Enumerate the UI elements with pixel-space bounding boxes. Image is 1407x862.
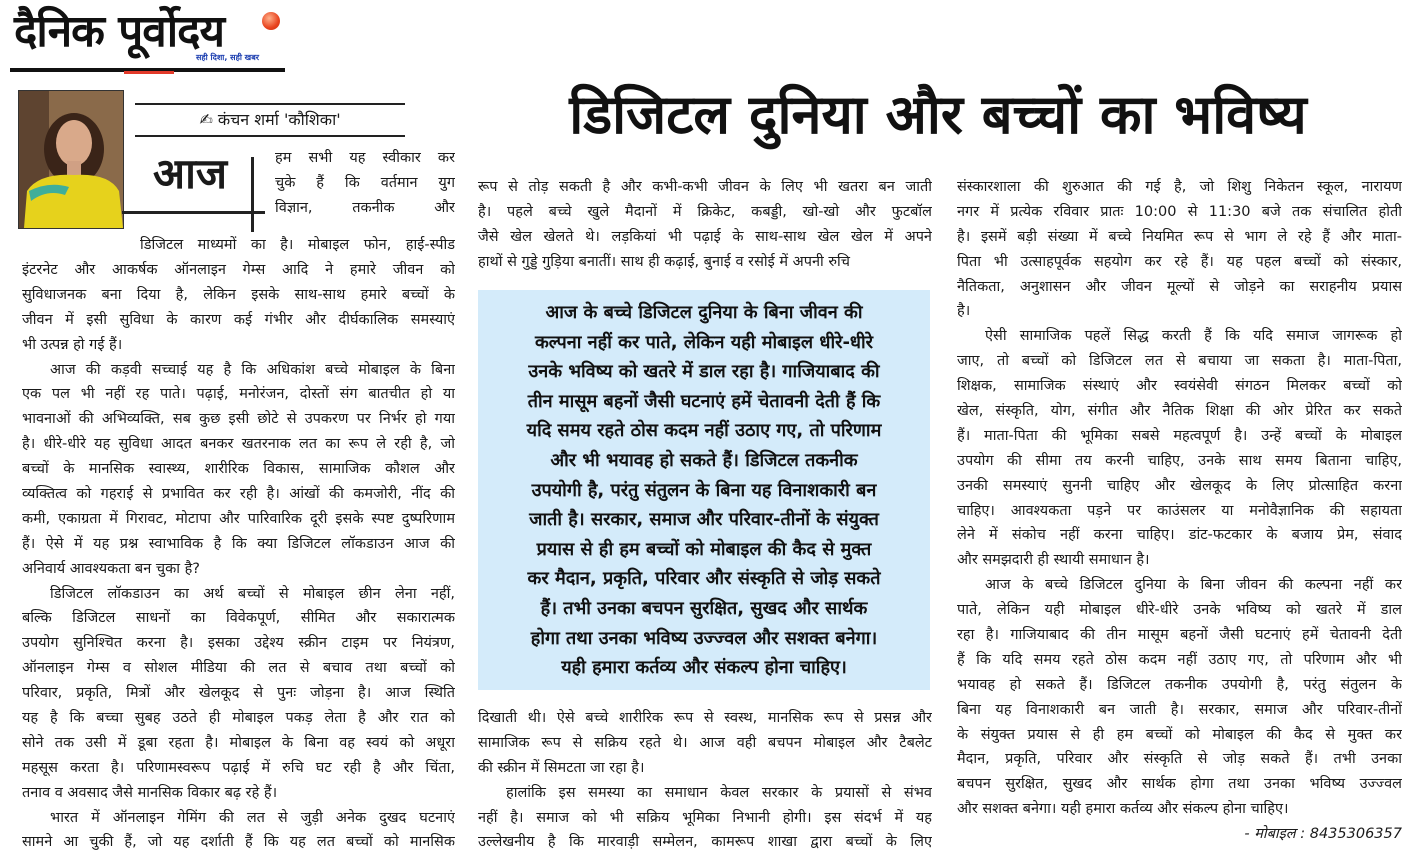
- byline: [135, 108, 405, 130]
- text-line: जाए, तो बच्चों को डिजिटल लत से बचाया जा सकता है। माता-पिता,: [957, 353, 1402, 370]
- text-line: आज के बच्चे डिजिटल दुनिया के बिना जीवन की कल्पना नहीं कर: [985, 577, 1402, 594]
- headline: डिजिटल दुनिया और बच्चों का भविष्य: [569, 83, 1307, 146]
- author-photo: [18, 90, 124, 229]
- pull-quote-line: जाती है। सरकार, समाज और परिवार-तीनों के संयुक्त: [529, 509, 879, 531]
- text-line: की स्क्रीन में सिमटता जा रहा है।: [478, 759, 645, 776]
- paragraph: [22, 582, 455, 806]
- text-line: भयावह हो सकते हैं। डिजिटल तकनीक उपयोगी है, परंतु संतुलन के: [957, 676, 1402, 693]
- pull-quote-line: कर मैदान, प्रकृति, परिवार और संस्कृति से जोड़ सकते: [527, 568, 881, 590]
- pull-quote-line: प्रयास से ही हम बच्चों को मोबाइल की कैद से मुक्त: [536, 538, 872, 560]
- pull-quote-line: तीन मासूम बहनों जैसी घटनाएं हमें चेतावनी देती हैं कि: [527, 390, 881, 412]
- text-line: तनाव व अवसाद जैसे मानसिक विकार बढ़ रहे हैं।: [22, 784, 278, 801]
- text-line: बच्चों के मानसिक स्वास्थ्य, शारीरिक विकास, सामाजिक कौशल और: [22, 461, 455, 478]
- text-line: है।: [957, 303, 971, 320]
- article-column-2-bottom: [478, 706, 932, 855]
- text-line: रूप से तोड़ सकती है और कभी-कभी जीवन के लिए भी खतरा बन जाती: [478, 179, 932, 195]
- text-line: खेल, संस्कृति, योग, संगीत और नैतिक शिक्षा की ओर प्रेरित कर सकते: [957, 403, 1402, 420]
- text-line: इंटरनेट और आकर्षक ऑनलाइन गेम्स आदि ने हमारे जीवन को: [22, 262, 455, 278]
- pull-quote-line: कल्पना नहीं कर पाते, लेकिन यही मोबाइल धीरे-धीरे: [534, 331, 874, 353]
- text-line: हम सभी यह स्वीकार कर: [275, 150, 455, 166]
- text-line: महसूस करता है। परिणामस्वरूप पढ़ाई में रुचि घट रही है और चिंता,: [22, 759, 455, 776]
- text-line: चुके हैं कि वर्तमान युग: [275, 174, 455, 191]
- text-line: अनिवार्य आवश्यकता बन चुका है?: [22, 560, 200, 577]
- paragraph: [22, 806, 455, 856]
- text-line: डिजिटल लॉकडाउन का अर्थ बच्चों से मोबाइल छीन लेना नहीं,: [50, 585, 455, 602]
- intro-text: [275, 146, 455, 221]
- article-column-2-top: [478, 175, 932, 275]
- text-line: ऑनलाइन गेम्स व सोशल मीडिया की लत से बचाव तथा बच्चों को: [22, 660, 455, 677]
- article-column-3: [957, 175, 1402, 847]
- pull-quote-line: उनके भविष्य को खतरे में डाल रहा है। गाजियाबाद की: [528, 361, 880, 383]
- logo-dot-icon: [262, 12, 280, 30]
- column-label: आज: [152, 149, 228, 198]
- text-line: कमी, एकाग्रता में गिरावट, मोटापा और पारिवारिक दूरी इसके स्पष्ट दुष्परिणाम: [22, 510, 455, 527]
- text-line: नैतिकता, अनुशासन और जीवन मूल्यों से जोड़ने का सराहनीय प्रयास: [957, 278, 1402, 295]
- text-line: जैसे खेल खेलते थे। लड़कियां भी पढ़ाई के साथ-साथ खेल खेल में अपने: [478, 228, 932, 245]
- text-line: हैं। ऐसे में यह प्रश्न स्वाभाविक है कि क्या डिजिटल लॉकडाउन आज की: [22, 535, 455, 552]
- text-line: उनकी समस्याएं सुननी चाहिए और खेलकूद के लिए प्रोत्साहित करना: [957, 477, 1402, 494]
- text-line: यह है कि बच्चा सुबह उठते ही मोबाइल पकड़ लेता है और रात को: [22, 710, 455, 727]
- pull-quote-line: उपयोगी है, परंतु संतुलन के बिना यह विनाशकारी बन: [531, 479, 877, 501]
- text-line: भारत में ऑनलाइन गेमिंग की लत से जुड़ी अनेक दुखद घटनाएं: [50, 809, 455, 826]
- paragraph: [957, 175, 1402, 324]
- text-line: नहीं है। समाज को भी सक्रिय भूमिका निभानी होगी। इस संदर्भ में यह: [478, 809, 932, 826]
- text-line: बचपन सुरक्षित, सुखद और सार्थक होगा तथा उनका भविष्य उज्ज्वल: [957, 776, 1402, 793]
- text-line: आज की कड़वी सच्चाई यह है कि अधिकांश बच्चे मोबाइल के बिना: [50, 361, 455, 378]
- paragraph: [478, 175, 932, 275]
- text-line: सोने तक उसी में डूबा रहता है। मोबाइल के बिना वह स्वयं को अधूरा: [22, 734, 455, 751]
- pull-quote-line: हैं। तभी उनका बचपन सुरक्षित, सुखद और सार्थक: [540, 597, 868, 619]
- text-line: पाते, लेकिन यही मोबाइल धीरे-धीरे उनके भविष्य को खतरे में डाल: [957, 602, 1402, 619]
- pull-quote-line: होगा तथा उनका भविष्य उज्ज्वल और सशक्त बनेगा।: [530, 627, 878, 649]
- divider: [122, 211, 265, 214]
- paragraph: [478, 781, 932, 856]
- text-line: संस्कारशाला की शुरुआत की गई है, जो शिशु निकेतन स्कूल, नारायण: [957, 179, 1402, 195]
- text-line: और समझदारी ही स्थायी समाधान है।: [957, 552, 1150, 569]
- pull-quote-box: [478, 290, 930, 690]
- text-line: सुविधाजनक बना दिया है, लेकिन इसके साथ-साथ हमारे बच्चों के: [22, 286, 455, 303]
- masthead-tagline: सही दिशा, सही खबर: [196, 53, 260, 62]
- paragraph: [957, 324, 1402, 573]
- paragraph: [22, 258, 455, 358]
- text-line: शिक्षक, सामाजिक संस्थाएं और स्वयंसेवी संगठन मिलकर बच्चों को: [957, 378, 1402, 395]
- text-line: विज्ञान, तकनीक और: [275, 199, 455, 216]
- text-line: हैं। माता-पिता की भूमिका सबसे महत्वपूर्ण है। उन्हें बच्चों के मोबाइल: [957, 427, 1402, 444]
- pull-quote-line: यही हमारा कर्तव्य और संकल्प होना चाहिए।: [561, 657, 847, 679]
- text-line: नगर में प्रत्येक रविवार प्रातः 10:00 से 11:30 बजे तक संचालित होती: [957, 203, 1402, 220]
- text-line: हाथों से गुड्डे गुड़िया बनातीं। साथ ही कढ़ाई, बुनाई व रसोई में अपनी रुचि: [478, 253, 851, 270]
- paragraph: [22, 358, 455, 582]
- text-line: रहा है। गाजियाबाद की तीन मासूम बहनों जैसी घटनाएं हमें चेतावनी देती: [957, 627, 1402, 644]
- divider: [251, 157, 254, 232]
- text-line: भी उत्पन्न हो गई हैं।: [22, 336, 123, 353]
- text-line: है। इसमें बड़ी संख्या में बच्चे नियमित रूप से भाग ले रहे हैं और माता-: [957, 228, 1402, 245]
- pull-quote-line: और भी भयावह हो सकते हैं। डिजिटल तकनीक: [550, 449, 858, 471]
- byline-rule-top: [135, 103, 405, 105]
- pull-quote-line: यदि समय रहते ठोस कदम नहीं उठाए गए, तो परिणाम: [526, 420, 882, 442]
- text-line: है। धीरे-धीरे यह सुविधा आदत बनकर खतरनाक लत का रूप ले रही है, जो: [22, 436, 455, 453]
- text-line: जीवन में इसी सुविधा के कारण कई गंभीर और दीर्घकालिक समस्याएं: [22, 311, 455, 328]
- pull-quote-line: आज के बच्चे डिजिटल दुनिया के बिना जीवन की: [545, 302, 863, 323]
- intro-text-tail: [140, 233, 455, 258]
- masthead-red-strip: [124, 71, 174, 74]
- author-mobile-signature: - मोबाइल : 8435306357: [1244, 826, 1402, 843]
- text-line: व्यक्तित्व को गहराई से प्रभावित कर रही है। आंखों की कमजोरी, नींद की: [22, 486, 455, 503]
- byline-rule-bottom: [135, 135, 405, 137]
- text-line: भावनाओं की अभिव्यक्ति, सब कुछ इसी छोटे से उपकरण पर निर्भर हो गया: [22, 411, 455, 428]
- text-line: है। पहले बच्चे खुले मैदानों में क्रिकेट, कबड्डी, खो-खो और फुटबॉल: [478, 203, 932, 220]
- paragraph: [478, 706, 932, 781]
- text-line: डिजिटल माध्यमों का है। मोबाइल फोन, हाई-स्पीड: [140, 237, 455, 253]
- paragraph: [957, 573, 1402, 822]
- text-line: दिखाती थी। ऐसे बच्चे शारीरिक रूप से स्वस्थ, मानसिक रूप से प्रसन्न और: [478, 710, 932, 726]
- pen-writing-icon: ✍: [199, 110, 213, 129]
- text-line: चाहिए। आवश्यकता पड़ने पर काउंसलर या मनोवैज्ञानिक की सहायता: [957, 502, 1402, 519]
- text-line: के संयुक्त प्रयास से ही हम बच्चों को मोबाइल की कैद से मुक्त कर: [957, 726, 1402, 743]
- text-line: एक पल भी नहीं रह पाते। पढ़ाई, मनोरंजन, दोस्तों संग बातचीत हो या: [22, 386, 455, 403]
- text-line: सामाजिक रूप से सक्रिय रहते थे। आज वही बचपन मोबाइल और टैबलेट: [478, 734, 932, 751]
- text-line: बल्कि डिजिटल साधनों का विवेकपूर्ण, सीमित और सकारात्मक: [22, 610, 455, 627]
- author-name: कंचन शर्मा 'कौशिका': [217, 110, 341, 129]
- text-line: उपयोग की सीमा तय करनी चाहिए, उनके साथ समय बिताना चाहिए,: [957, 452, 1402, 469]
- text-line: मैदान, प्रकृति, परिवार और संस्कृति से जोड़ सकते हैं। तभी उनका: [957, 751, 1402, 768]
- text-line: परिवार, प्रकृति, मित्रों और खेलकूद से पुनः जोड़ना है। आज स्थिति: [22, 685, 455, 702]
- text-line: और सशक्त बनेगा। यही हमारा कर्तव्य और संकल्प होना चाहिए।: [957, 801, 1289, 818]
- text-line: हैं कि यदि समय रहते ठोस कदम नहीं उठाए गए, तो परिणाम और भी: [957, 651, 1402, 668]
- text-line: सामने आ चुकी हैं, जो यह दर्शाती हैं कि यह लत बच्चों को मानसिक: [22, 834, 455, 851]
- text-line: उल्लेखनीय है कि मारवाड़ी सम्मेलन, कामरूप शाखा द्वारा बच्चों के लिए: [478, 834, 932, 851]
- text-line: उपयोग सुनिश्चित करना है। इसका उद्देश्य स्क्रीन टाइम पर नियंत्रण,: [22, 635, 455, 652]
- text-line: लेने में संकोच नहीं करना चाहिए। डांट-फटकार के बजाय प्रेम, संवाद: [957, 527, 1402, 544]
- masthead-logo: दैनिक पूर्वोदय: [14, 6, 225, 57]
- text-line: ऐसी सामाजिक पहलें सिद्ध करती हैं कि यदि समाज जागरूक हो: [985, 328, 1402, 345]
- text-line: हालांकि इस समस्या का समाधान केवल सरकार के प्रयासों से संभव: [506, 784, 932, 801]
- text-line: पिता भी उत्साहपूर्वक सहयोग कर रहे हैं। यह पहल बच्चों को संस्कार,: [957, 253, 1402, 270]
- text-line: बिना यह विनाशकारी बन जाती है। सरकार, समाज और परिवार-तीनों: [957, 701, 1402, 718]
- article-column-1: [22, 258, 455, 855]
